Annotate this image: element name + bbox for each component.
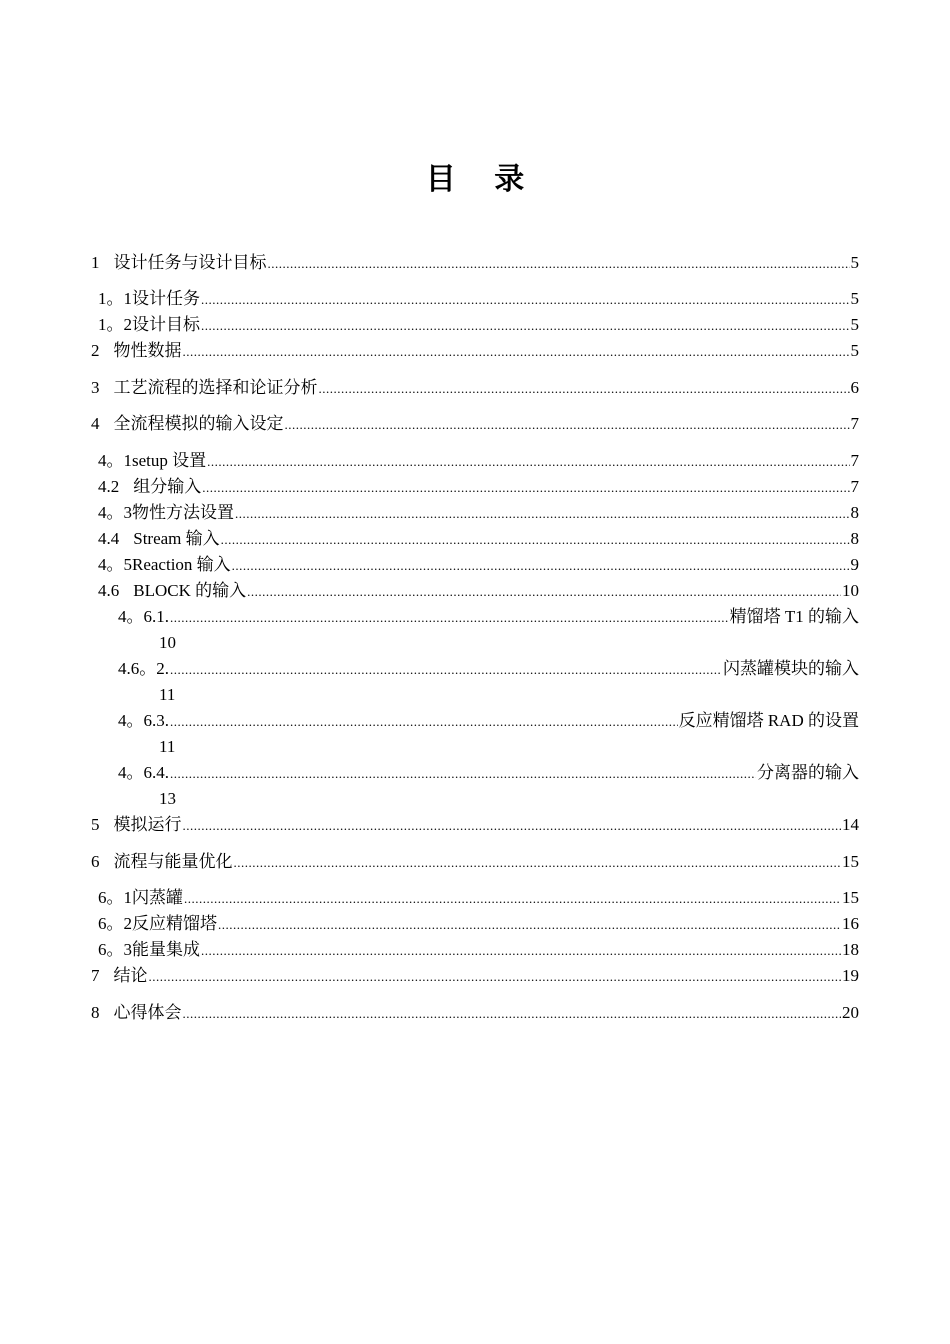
toc-entry-label: 组分输入 bbox=[133, 477, 202, 496]
toc-dot-leader bbox=[319, 377, 850, 401]
toc-dot-leader bbox=[149, 965, 842, 989]
toc-entry-number: 1。1 bbox=[98, 289, 132, 308]
toc-entry-number: 4 bbox=[91, 414, 100, 433]
toc-entry-label: 闪蒸罐 bbox=[132, 888, 183, 907]
toc-entry-page: 16 bbox=[842, 914, 859, 933]
toc-entry-4[interactable] bbox=[91, 412, 859, 436]
toc-entry-page: 7 bbox=[850, 477, 859, 496]
toc-entry-label: Reaction 输入 bbox=[132, 555, 231, 574]
toc-entry-page: 10 bbox=[842, 581, 859, 600]
toc-entry-number: 4。6.3. bbox=[118, 711, 169, 730]
toc-entry-page: 11 bbox=[159, 737, 176, 756]
toc-entry-label: 反应精馏塔 bbox=[132, 914, 217, 933]
toc-entry-label: 闪蒸罐模块的输入 bbox=[723, 659, 859, 678]
toc-entry-page: 18 bbox=[842, 940, 859, 959]
toc-entry-page: 8 bbox=[850, 503, 859, 522]
toc-dot-leader bbox=[218, 913, 841, 937]
toc-entry-6-2[interactable] bbox=[98, 912, 859, 936]
toc-entry-page: 20 bbox=[842, 1003, 859, 1022]
toc-entry-label: 工艺流程的选择和论证分析 bbox=[113, 378, 318, 397]
toc-dot-leader bbox=[202, 476, 849, 500]
toc-dot-leader bbox=[221, 528, 850, 552]
toc-dot-leader bbox=[232, 554, 850, 578]
toc-dot-leader bbox=[247, 580, 841, 604]
toc-entry-page: 15 bbox=[842, 888, 859, 907]
toc-entry-4-6-3[interactable] bbox=[118, 709, 859, 733]
toc-entry-label: 模拟运行 bbox=[113, 815, 182, 834]
toc-entry-label: 流程与能量优化 bbox=[113, 852, 233, 871]
toc-entry-1-2[interactable] bbox=[98, 313, 859, 337]
toc-entry-page: 13 bbox=[159, 789, 176, 808]
toc-entry-label: 全流程模拟的输入设定 bbox=[113, 414, 284, 433]
toc-entry-number: 4.2 bbox=[98, 477, 120, 496]
toc-entry-label: 精馏塔 T1 的输入 bbox=[729, 607, 859, 626]
toc-entry-page: 15 bbox=[842, 852, 859, 871]
toc-entry-label: 设计目标 bbox=[132, 315, 200, 334]
toc-dot-leader bbox=[183, 340, 850, 364]
toc-dot-leader bbox=[170, 762, 756, 786]
toc-entry-3[interactable] bbox=[91, 376, 859, 400]
toc-entry-label: 分离器的输入 bbox=[757, 763, 859, 782]
toc-entry-page: 9 bbox=[850, 555, 859, 574]
toc-dot-leader bbox=[268, 252, 850, 276]
toc-entry-number: 6。2 bbox=[98, 914, 132, 933]
toc-entry-number: 4.6 bbox=[98, 581, 120, 600]
toc-entry-label: 物性数据 bbox=[113, 341, 182, 360]
toc-dot-leader bbox=[235, 502, 850, 526]
toc-entry-6[interactable] bbox=[91, 850, 859, 874]
toc-entry-label: 设计任务 bbox=[132, 289, 200, 308]
toc-entry-number: 8 bbox=[91, 1003, 100, 1022]
toc-entry-number: 6。3 bbox=[98, 940, 132, 959]
toc-entry-4-1[interactable] bbox=[98, 449, 859, 473]
toc-entry-number: 6 bbox=[91, 852, 100, 871]
toc-entry-number: 2 bbox=[91, 341, 100, 360]
toc-entry-number: 7 bbox=[91, 966, 100, 985]
toc-dot-leader bbox=[201, 939, 841, 963]
toc-entry-number: 1。2 bbox=[98, 315, 132, 334]
toc-entry-number: 4。5 bbox=[98, 555, 132, 574]
toc-entry-label: setup 设置 bbox=[132, 451, 207, 470]
toc-entry-number: 4。1 bbox=[98, 451, 132, 470]
toc-entry-label: BLOCK 的输入 bbox=[133, 581, 247, 600]
toc-entry-5[interactable] bbox=[91, 813, 859, 837]
toc-entry-7[interactable] bbox=[91, 964, 859, 988]
toc-entry-page: 5 bbox=[850, 253, 859, 272]
toc-entry-4-4[interactable] bbox=[98, 527, 859, 551]
toc-entry-label: 能量集成 bbox=[132, 940, 200, 959]
toc-entry-4-3[interactable] bbox=[98, 501, 859, 525]
toc-entry-4-5[interactable] bbox=[98, 553, 859, 577]
toc-entry-1-1[interactable] bbox=[98, 287, 859, 311]
toc-entry-4-6-2[interactable] bbox=[118, 657, 859, 681]
toc-entry-page: 7 bbox=[850, 451, 859, 470]
toc-entry-page: 6 bbox=[850, 378, 859, 397]
toc-entry-2[interactable] bbox=[91, 339, 859, 363]
toc-entry-page: 11 bbox=[159, 685, 176, 704]
toc-dot-leader bbox=[183, 1002, 842, 1026]
toc-dot-leader bbox=[285, 413, 850, 437]
toc-entry-4-6-4[interactable] bbox=[118, 761, 859, 785]
toc-entry-label: 心得体会 bbox=[113, 1003, 182, 1022]
toc-entry-page: 7 bbox=[850, 414, 859, 433]
toc-entry-page: 5 bbox=[850, 315, 859, 334]
toc-dot-leader bbox=[201, 314, 850, 338]
toc-entry-number: 3 bbox=[91, 378, 100, 397]
toc-dot-leader bbox=[184, 887, 841, 911]
toc-entry-number: 4。6.1. bbox=[118, 607, 169, 626]
toc-dot-leader bbox=[201, 288, 850, 312]
toc-dot-leader bbox=[207, 450, 849, 474]
toc-entry-8[interactable] bbox=[91, 1001, 859, 1025]
toc-entry-page: 19 bbox=[842, 966, 859, 985]
toc-dot-leader bbox=[170, 710, 678, 734]
toc-entry-number: 4.4 bbox=[98, 529, 120, 548]
toc-entry-4-6-1[interactable] bbox=[118, 605, 859, 629]
toc-entry-6-3[interactable] bbox=[98, 938, 859, 962]
toc-entry-number: 4.6。2. bbox=[118, 659, 169, 678]
toc-entry-number: 5 bbox=[91, 815, 100, 834]
toc-entry-label: 物性方法设置 bbox=[132, 503, 234, 522]
toc-entry-number: 4。6.4. bbox=[118, 763, 169, 782]
toc-entry-6-1[interactable] bbox=[98, 886, 859, 910]
toc-entry-4-6[interactable] bbox=[98, 579, 859, 603]
toc-dot-leader bbox=[183, 814, 842, 838]
toc-entry-1[interactable] bbox=[91, 251, 859, 275]
toc-entry-page: 8 bbox=[850, 529, 859, 548]
toc-entry-page: 14 bbox=[842, 815, 859, 834]
toc-entry-number: 4。3 bbox=[98, 503, 132, 522]
toc-entry-label: 反应精馏塔 RAD 的设置 bbox=[678, 711, 859, 730]
page-title: 目 录 bbox=[425, 162, 539, 197]
toc-dot-leader bbox=[170, 606, 729, 630]
toc-entry-number: 6。1 bbox=[98, 888, 132, 907]
toc-entry-label: 设计任务与设计目标 bbox=[113, 253, 267, 272]
toc-entry-4-2[interactable] bbox=[98, 475, 859, 499]
toc-entry-number: 1 bbox=[91, 253, 100, 272]
toc-dot-leader bbox=[234, 851, 842, 875]
toc-dot-leader bbox=[170, 658, 722, 682]
toc-entry-label: Stream 输入 bbox=[133, 529, 220, 548]
toc-entry-page: 10 bbox=[159, 633, 176, 652]
toc-entry-page: 5 bbox=[850, 289, 859, 308]
toc-entry-label: 结论 bbox=[113, 966, 148, 985]
toc-entry-page: 5 bbox=[850, 341, 859, 360]
